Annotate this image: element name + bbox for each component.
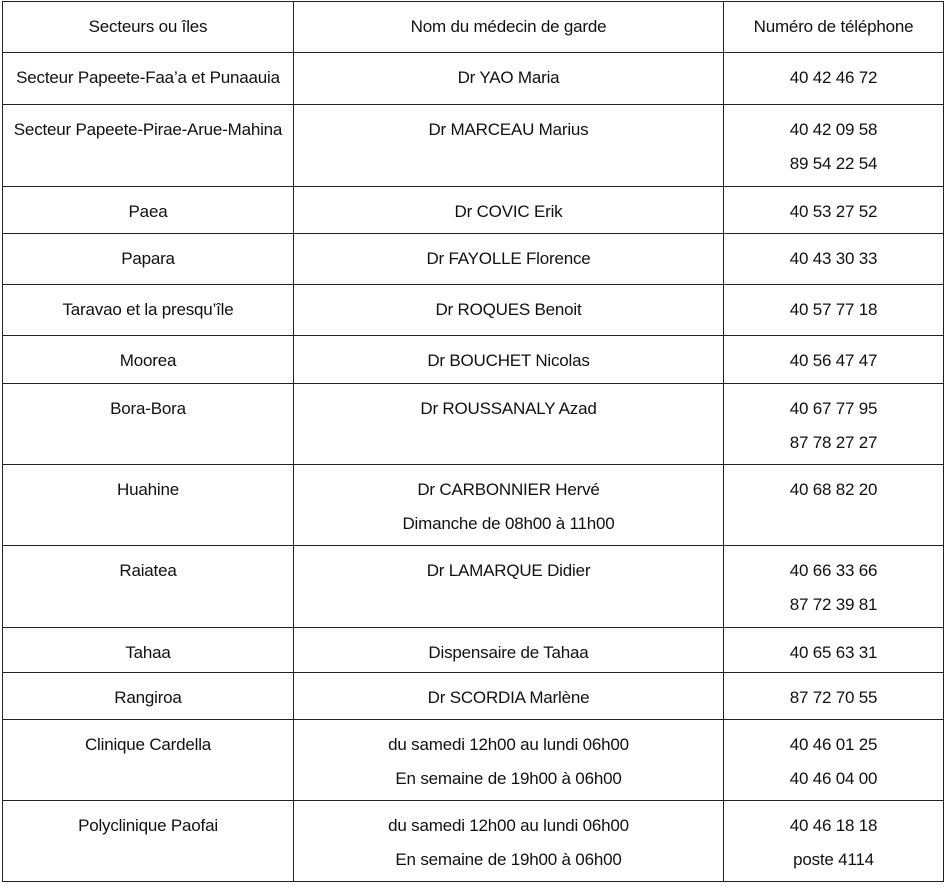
cell-doctor: [294, 187, 724, 234]
phone-number: 40 66 33 66: [789, 561, 878, 580]
cell-sector: [3, 546, 294, 628]
table-body: [3, 53, 944, 882]
cell-doctor: [294, 546, 724, 628]
phone-number: 87 72 70 55: [789, 688, 878, 707]
doctor-name: Dispensaire de Tahaa: [428, 643, 589, 662]
phone-number: 40 43 30 33: [789, 249, 878, 268]
cell-doctor: [294, 465, 724, 546]
cell-doctor: [294, 720, 724, 801]
sector-name: Secteur Papeete-Faa’a et Punaauia: [16, 68, 280, 87]
phone-number: 40 57 77 18: [789, 300, 878, 319]
sector-name: Rangiroa: [114, 688, 182, 707]
phone-number: 40 56 47 47: [789, 351, 878, 370]
sector-name: Raiatea: [119, 561, 177, 580]
cell-sector: [3, 384, 294, 465]
table-row: [3, 720, 944, 801]
sector-name: Moorea: [119, 351, 177, 370]
table-row: [3, 628, 944, 673]
cell-doctor: [294, 673, 724, 720]
phone-number: 40 42 09 58: [789, 120, 878, 139]
cell-doctor: [294, 53, 724, 105]
cell-phone: [724, 384, 944, 465]
cell-phone: [724, 801, 944, 882]
on-call-doctors-table-container: [2, 1, 943, 882]
doctor-name: du samedi 12h00 au lundi 06h00: [388, 735, 629, 754]
header-doctor: Nom du médecin de garde: [294, 2, 724, 53]
doctor-name: du samedi 12h00 au lundi 06h00: [388, 816, 629, 835]
phone-number: 87 72 39 81: [789, 595, 878, 614]
doctor-schedule: En semaine de 19h00 à 06h00: [395, 850, 622, 869]
cell-phone: [724, 234, 944, 285]
cell-sector: [3, 465, 294, 546]
doctor-name: Dr FAYOLLE Florence: [426, 249, 591, 268]
cell-sector: [3, 187, 294, 234]
sector-name: Papara: [121, 249, 175, 268]
cell-doctor: [294, 105, 724, 187]
cell-sector: [3, 801, 294, 882]
table-row: [3, 285, 944, 336]
cell-phone: [724, 673, 944, 720]
cell-doctor: [294, 801, 724, 882]
cell-sector: [3, 285, 294, 336]
cell-phone: [724, 285, 944, 336]
phone-number: 40 42 46 72: [789, 68, 878, 87]
doctor-name: Dr MARCEAU Marius: [428, 120, 589, 139]
cell-phone: [724, 336, 944, 384]
cell-phone: [724, 53, 944, 105]
sector-name: Secteur Papeete-Pirae-Arue-Mahina: [13, 120, 283, 139]
phone-number: 40 46 18 18: [789, 816, 878, 835]
cell-doctor: [294, 234, 724, 285]
phone-number: 40 46 01 25: [789, 735, 878, 754]
sector-name: Bora-Bora: [110, 399, 186, 418]
sector-name: Paea: [128, 202, 168, 221]
cell-sector: [3, 336, 294, 384]
cell-sector: [3, 53, 294, 105]
cell-phone: [724, 465, 944, 546]
sector-name: Polyclinique Paofai: [78, 816, 218, 835]
doctor-name: Dr SCORDIA Marlène: [427, 688, 590, 707]
doctor-name: Dr BOUCHET Nicolas: [427, 351, 590, 370]
table-row: [3, 187, 944, 234]
table-row: [3, 546, 944, 628]
cell-sector: [3, 628, 294, 673]
cell-sector: [3, 105, 294, 187]
table-row: [3, 673, 944, 720]
cell-sector: [3, 234, 294, 285]
table-row: [3, 465, 944, 546]
phone-number: 40 65 63 31: [789, 643, 878, 662]
phone-number: 40 68 82 20: [789, 480, 878, 499]
cell-phone: [724, 628, 944, 673]
cell-doctor: [294, 628, 724, 673]
doctor-schedule: Dimanche de 08h00 à 11h00: [402, 514, 615, 533]
phone-number: 40 53 27 52: [789, 202, 878, 221]
cell-phone: [724, 720, 944, 801]
table-row: [3, 105, 944, 187]
cell-phone: [724, 187, 944, 234]
header-phone: Numéro de téléphone: [724, 2, 944, 53]
table-row: [3, 384, 944, 465]
on-call-doctors-table: [2, 1, 944, 882]
phone-number: poste 4114: [793, 850, 874, 869]
doctor-name: Dr LAMARQUE Didier: [426, 561, 591, 580]
doctor-name: Dr CARBONNIER Hervé: [417, 480, 600, 499]
doctor-name: Dr YAO Maria: [457, 68, 560, 87]
phone-number: 40 67 77 95: [789, 399, 878, 418]
cell-phone: [724, 546, 944, 628]
sector-name: Huahine: [117, 480, 179, 499]
doctor-name: Dr COVIC Erik: [454, 202, 563, 221]
sector-name: Taravao et la presqu’île: [62, 300, 234, 319]
cell-sector: [3, 673, 294, 720]
cell-doctor: [294, 336, 724, 384]
cell-sector: [3, 720, 294, 801]
cell-doctor: [294, 285, 724, 336]
cell-phone: [724, 105, 944, 187]
table-header-row: [3, 2, 944, 53]
phone-number: 40 46 04 00: [789, 769, 878, 788]
sector-name: Tahaa: [125, 643, 171, 662]
table-row: [3, 234, 944, 285]
phone-number: 87 78 27 27: [789, 433, 878, 452]
doctor-name: Dr ROUSSANALY Azad: [420, 399, 597, 418]
table-row: [3, 801, 944, 882]
table-row: [3, 336, 944, 384]
phone-number: 89 54 22 54: [789, 154, 878, 173]
sector-name: Clinique Cardella: [84, 735, 212, 754]
header-sector: Secteurs ou îles: [3, 2, 294, 53]
doctor-name: Dr ROQUES Benoit: [435, 300, 582, 319]
cell-doctor: [294, 384, 724, 465]
table-row: [3, 53, 944, 105]
doctor-schedule: En semaine de 19h00 à 06h00: [395, 769, 622, 788]
